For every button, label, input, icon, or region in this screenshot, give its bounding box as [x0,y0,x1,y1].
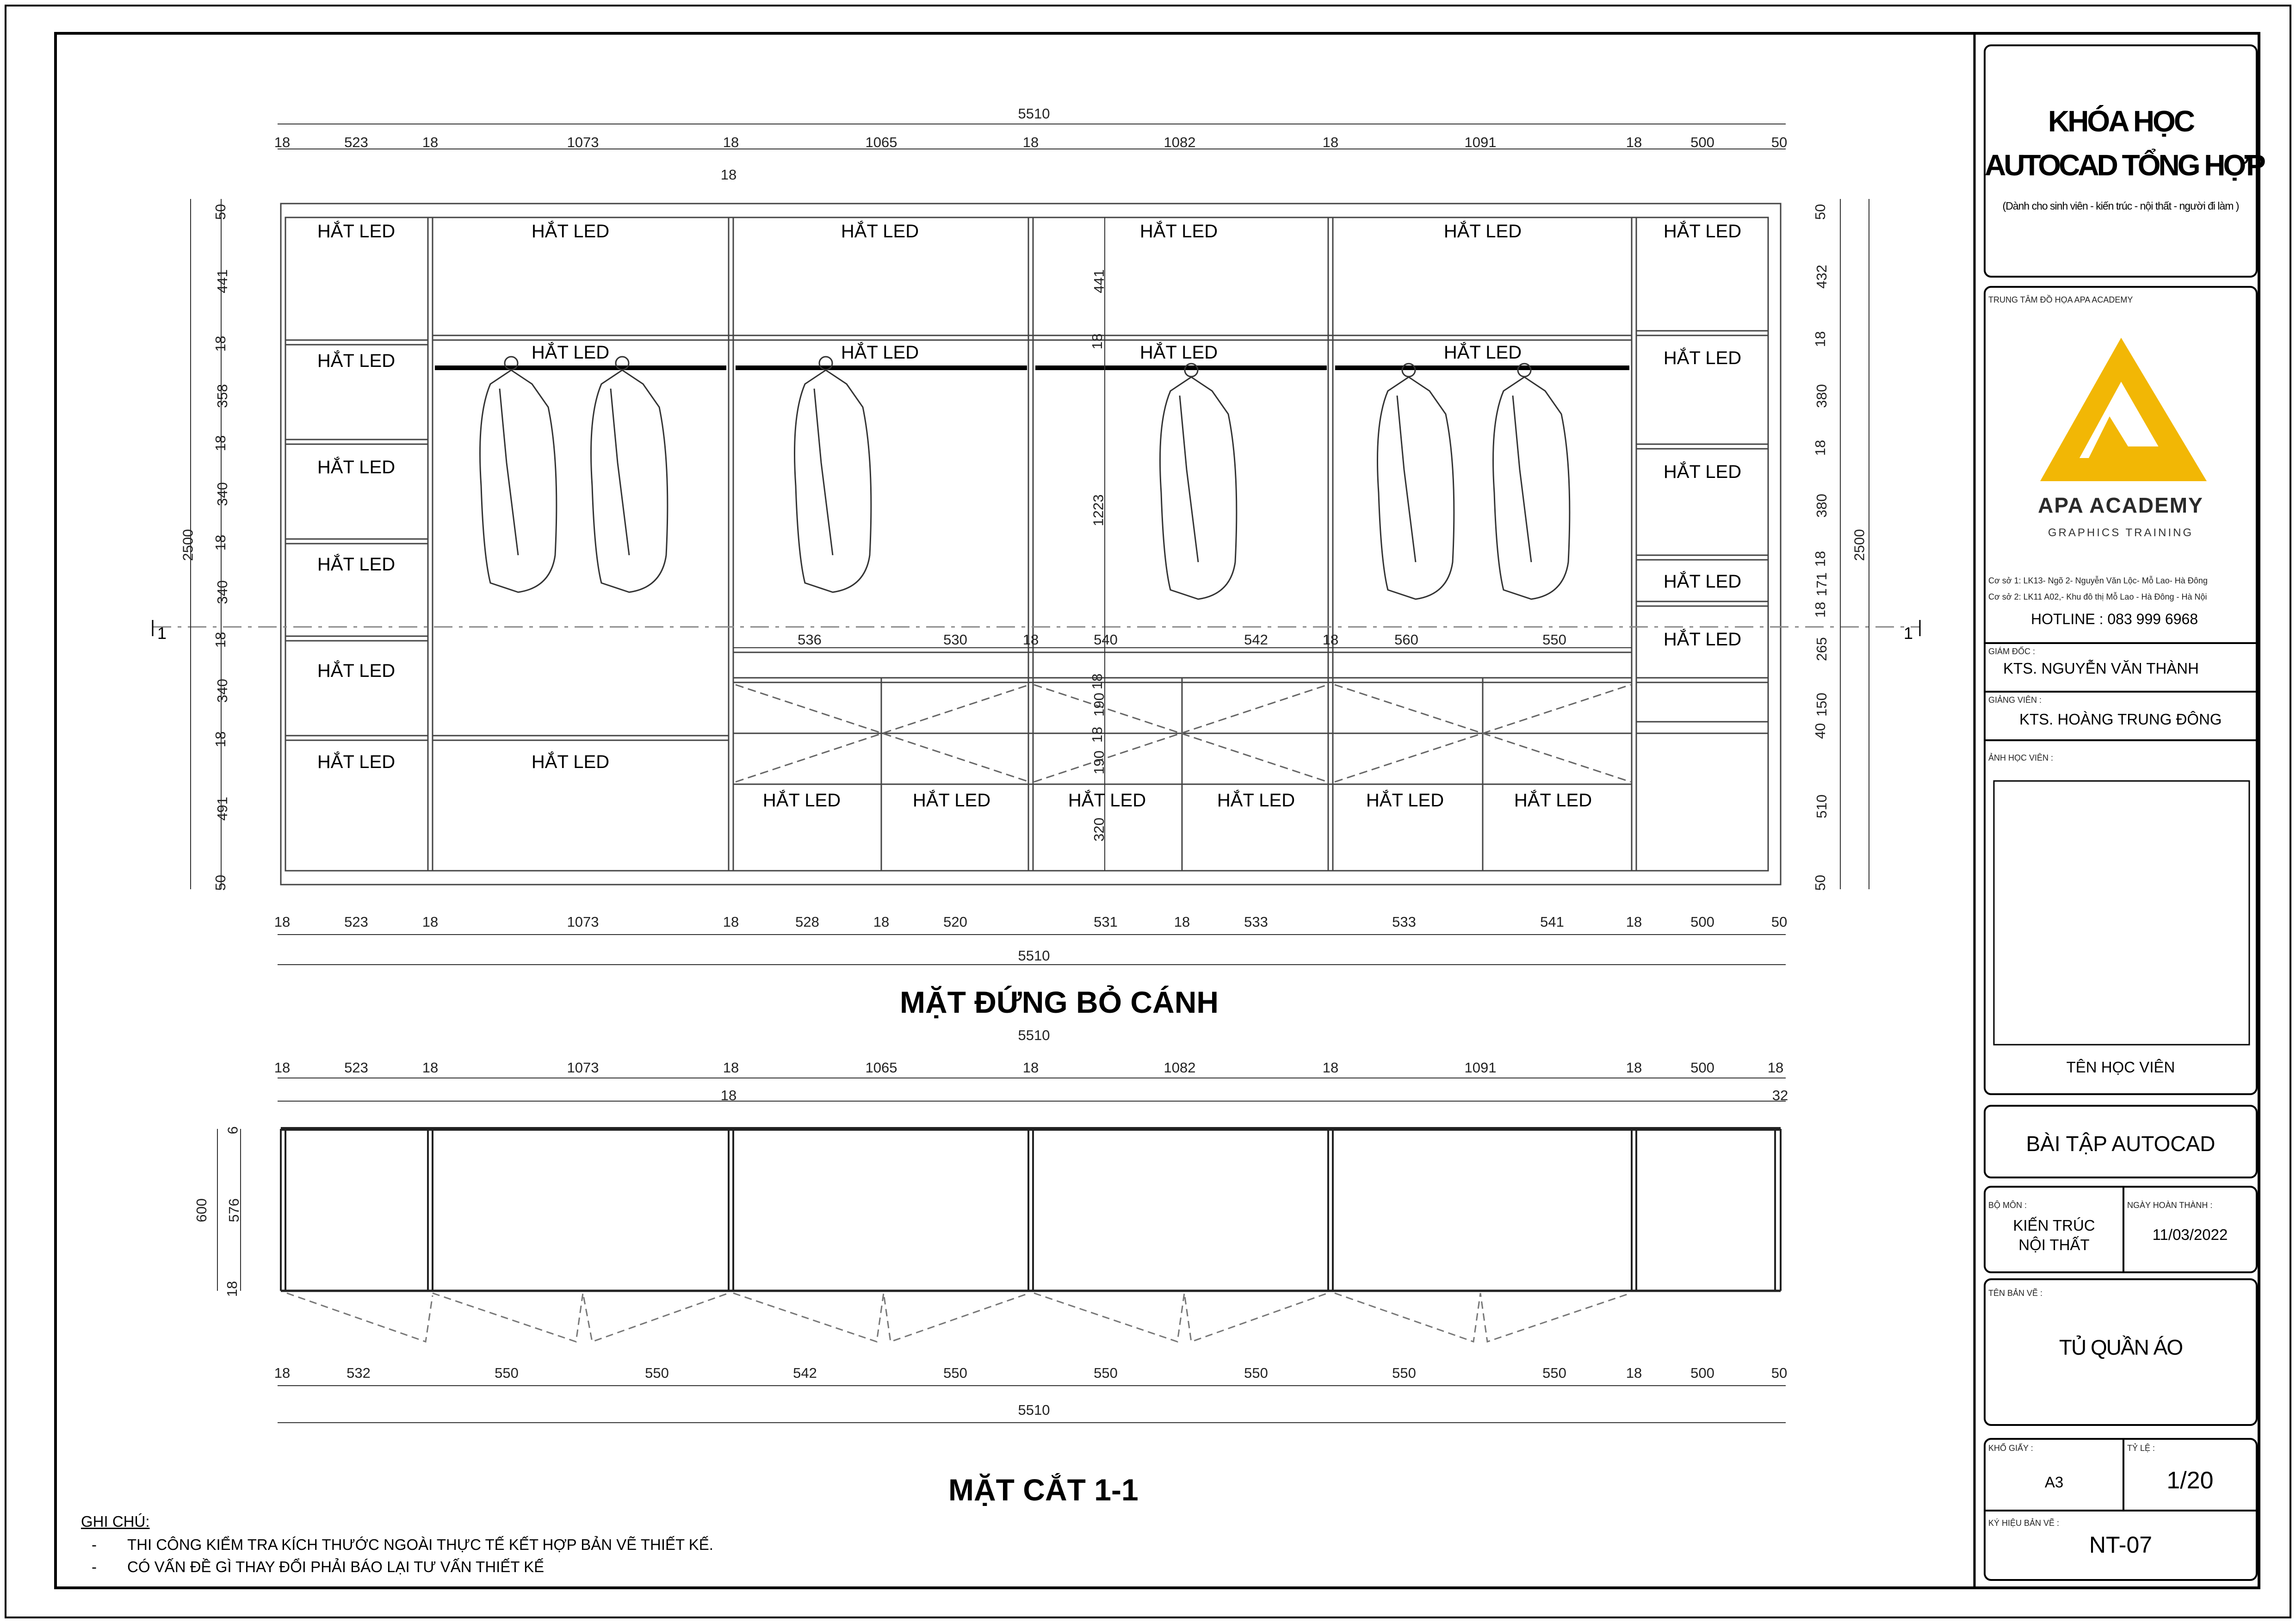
dim-value: 523 [344,1059,368,1076]
drawing-name: TỦ QUẦN ÁO [2059,1335,2183,1359]
dim-value: 528 [795,914,819,930]
dim-value: 1073 [567,134,599,150]
dim-value: 50 [1771,134,1788,150]
dim-value: 550 [495,1365,519,1381]
logo-text: APA ACADEMY [2038,493,2203,517]
led-label: HẮT LED [1514,790,1592,811]
dim-value: 18 [1626,1059,1642,1076]
total-height-dim: 2500 [179,529,196,561]
scale-label: TỶ LỆ : [2127,1443,2155,1453]
paper-label: KHỔ GIẤY : [1988,1443,2033,1453]
jacket-icons [480,357,1570,599]
dim-value: 560 [1394,632,1418,648]
section-total-width: 5510 [1018,1027,1050,1043]
dim-value: 1082 [1163,134,1196,150]
dim-value: 533 [1244,914,1268,930]
dim-value: 50 [212,204,229,220]
address-1: Cơ sở 1: LK13- Ngõ 2- Nguyễn Văn Lộc- Mỗ Lao- Hà Đông [1988,576,2208,585]
note-bullet: - [92,1558,97,1575]
dim-value: 18 [274,1365,291,1381]
right-shelves [1636,331,1768,733]
note-item: CÓ VẤN ĐỀ GÌ THAY ĐỔI PHẢI BÁO LẠI TƯ VẤN THIẾT KẾ [127,1558,545,1575]
dim-value: 18 [1626,134,1642,150]
dim-value: 550 [1542,632,1566,648]
elevation-dimension-lines [191,124,1869,965]
teacher-name: KTS. HOÀNG TRUNG ĐÔNG [2019,711,2222,728]
dim-value: 18 [1626,1365,1642,1381]
dim-value: 1082 [1163,1059,1196,1076]
dim-value: 380 [1813,384,1830,408]
dim-value: 50 [1771,914,1788,930]
dim-value: 550 [1244,1365,1268,1381]
led-label: HẮT LED [841,221,919,242]
total-height-dim: 2500 [1851,529,1868,561]
dim-value: 18 [212,335,229,352]
dim-value: 1223 [1090,494,1107,527]
led-label: HẮT LED [1663,221,1742,242]
dim-value: 1091 [1464,134,1497,150]
dim-value: 50 [1812,204,1829,220]
led-label: HẮT LED [912,790,991,811]
dim-value: 18 [274,914,291,930]
dim-value: 18 [212,534,229,551]
jacket-5 [1378,364,1454,599]
apa-logo-icon [2040,338,2207,481]
dim-value: 1091 [1464,1059,1497,1076]
dim-value: 1065 [865,1059,897,1076]
code-label: KÝ HIỆU BẢN VẼ : [1988,1518,2060,1528]
dim-value: 536 [798,632,822,648]
dim-value: 18 [720,1087,737,1103]
section-marker-left: 1 [157,624,167,643]
dim-value: 18 [212,435,229,452]
dim-value: 1065 [865,134,897,150]
dim-value: 18 [422,1059,439,1076]
dim-value: 18 [723,134,739,150]
director-name: KTS. NGUYỄN VĂN THÀNH [2003,660,2199,677]
led-label: HẮT LED [317,351,396,371]
dim-value: 541 [1540,914,1564,930]
partitions [428,217,1636,871]
dim-value: 542 [1244,632,1268,648]
dim-value: 550 [645,1365,669,1381]
dim-value: 18 [1089,673,1106,690]
teacher-label: GIẢNG VIÊN : [1988,695,2042,705]
dim-value: 50 [1771,1365,1788,1381]
led-label: HẮT LED [1217,790,1295,811]
dim-value: 18 [274,134,291,150]
led-label: HẮT LED [317,457,396,477]
dim-value: 18 [212,731,229,748]
door-swings [287,1293,1631,1342]
dim-value: 550 [1542,1365,1566,1381]
dim-value: 18 [1089,333,1106,350]
dept-line-2: NỘI THẤT [2018,1236,2090,1253]
dim-value: 18 [1812,601,1829,618]
section-drawing [281,1129,1781,1291]
dim-value: 32 [1772,1087,1789,1103]
dim-value: 150 [1813,693,1830,717]
led-label: HẮT LED [317,221,396,242]
led-label: HẮT LED [1443,221,1522,242]
jacket-3 [795,357,871,592]
dim-value: 18 [1322,134,1339,150]
dim-value: 18 [1812,551,1829,567]
dim-value: 18 [1174,914,1190,930]
dim-value: 18 [212,632,229,648]
led-label: HẮT LED [531,342,610,363]
dim-value: 380 [1813,494,1830,518]
dim-value: 441 [214,269,230,293]
dim-value: 6 [224,1126,241,1134]
led-label: HẮT LED [1663,462,1742,482]
dim-value: 340 [214,679,230,703]
jacket-1 [480,357,557,592]
led-label: HẮT LED [762,790,841,811]
dim-value: 18 [1089,726,1106,743]
dim-value: 18 [720,167,737,183]
dim-value: 190 [1090,750,1107,774]
dim-value: 50 [1812,874,1829,891]
dim-value: 441 [1090,269,1107,293]
dim-value: 600 [193,1198,210,1222]
led-label: HẮT LED [841,342,919,363]
dim-value: 40 [1812,723,1829,739]
photo-label: ẢNH HỌC VIÊN : [1988,753,2054,762]
dim-value: 1073 [567,914,599,930]
jacket-4 [1160,364,1237,599]
led-label: HẮT LED [1068,790,1146,811]
dim-value: 523 [344,914,368,930]
led-label: HẮT LED [531,752,610,772]
dim-value: 540 [1094,632,1118,648]
dim-value: 50 [212,874,229,891]
section-marker-right: 1 [1904,624,1913,643]
dim-value: 18 [1812,331,1829,347]
led-label: HẮT LED [1443,342,1522,363]
wardrobe-frame [281,204,1781,885]
wardrobe-inner [285,217,1768,871]
section-title: MẶT CẮT 1-1 [948,1473,1139,1507]
led-label: HẮT LED [1139,221,1218,242]
dim-value: 18 [1022,632,1039,648]
exercise-title: BÀI TẬP AUTOCAD [2026,1132,2216,1156]
total-width-dim: 5510 [1018,948,1050,964]
led-label: HẮT LED [1663,348,1742,368]
dim-value: 340 [214,580,230,604]
dim-value: 500 [1690,1365,1714,1381]
dim-value: 18 [1626,914,1642,930]
dim-value: 530 [943,632,967,648]
dim-value: 18 [723,914,739,930]
led-label: HẮT LED [317,554,396,575]
top-shelves [433,335,1632,340]
led-label: HẮT LED [1139,342,1218,363]
dim-value: 18 [1767,1059,1784,1076]
dim-value: 500 [1690,914,1714,930]
dim-value: 190 [1090,693,1107,717]
course-title: KHÓA HỌC [2048,105,2194,138]
scale-value: 1/20 [2166,1467,2214,1494]
dim-value: 542 [793,1365,817,1381]
dim-value: 550 [1094,1365,1118,1381]
dim-value: 18 [1322,1059,1339,1076]
drawing-code: NT-07 [2089,1532,2153,1558]
director-label: GIÁM ĐỐC : [1988,647,2036,656]
dept-line-1: KIẾN TRÚC [2013,1217,2095,1234]
dim-value: 358 [214,384,230,408]
elevation-drawing [281,204,1781,885]
dim-value: 576 [225,1198,242,1222]
dim-value: 510 [1813,794,1830,818]
dim-value: 18 [1022,1059,1039,1076]
dim-value: 18 [422,134,439,150]
logo-subtitle: GRAPHICS TRAINING [2048,527,2194,539]
dim-value: 1073 [567,1059,599,1076]
jacket-2 [591,357,668,592]
dim-value: 432 [1813,265,1830,289]
dim-value: 550 [943,1365,967,1381]
led-label: HẮT LED [1663,629,1742,650]
led-label: HẮT LED [317,752,396,772]
total-width-dim: 5510 [1018,105,1050,122]
section-total-width: 5510 [1018,1402,1050,1418]
dim-value: 18 [224,1281,241,1297]
dim-value: 500 [1690,1059,1714,1076]
drawing-name-label: TÊN BẢN VẼ : [1988,1288,2043,1298]
date-label: NGÀY HOÀN THÀNH : [2127,1201,2213,1210]
note-bullet: - [92,1536,97,1553]
dim-value: 265 [1813,637,1830,661]
hotline: HOTLINE : 083 999 6968 [2031,611,2198,627]
center-name: TRUNG TÂM ĐỒ HỌA APA ACADEMY [1988,295,2133,304]
led-label: HẮT LED [1663,571,1742,592]
dim-value: 533 [1392,914,1416,930]
dim-value: 18 [1322,632,1339,648]
dim-value: 18 [1022,134,1039,150]
completion-date: 11/03/2022 [2152,1226,2228,1243]
led-label: HẮT LED [531,221,610,242]
notes-heading: GHI CHÚ: [81,1513,150,1530]
jacket-6 [1493,364,1570,599]
dim-value: 320 [1090,818,1107,842]
dim-value: 18 [1812,440,1829,456]
student-name-label: TÊN HỌC VIÊN [2066,1059,2175,1076]
dim-value: 520 [943,914,967,930]
dim-value: 523 [344,134,368,150]
dim-value: 18 [422,914,439,930]
dim-value: 532 [347,1365,371,1381]
dim-value: 500 [1690,134,1714,150]
paper-size: A3 [2044,1474,2064,1491]
dim-value: 18 [723,1059,739,1076]
dim-value: 550 [1392,1365,1416,1381]
address-2: Cơ sở 2: LK11 A02,- Khu đô thị Mỗ Lao - Hà Đông - Hà Nội [1988,592,2207,601]
dept-label: BỘ MÔN : [1988,1201,2027,1210]
note-item: THI CÔNG KIỂM TRA KÍCH THƯỚC NGOÀI THỰC TẾ KẾT HỢP BẢN VẼ THIẾT KẾ. [127,1536,713,1553]
dim-value: 18 [873,914,890,930]
dim-value: 491 [214,797,230,821]
led-label: HẮT LED [1366,790,1444,811]
course-subtitle: (Dành cho sinh viên - kiến trúc - nội thất - người đi làm ) [2002,200,2239,212]
course-title: AUTOCAD TỔNG HỢP [1985,149,2264,182]
dim-value: 531 [1094,914,1118,930]
dim-value: 18 [274,1059,291,1076]
elevation-title: MẶT ĐỨNG BỎ CÁNH [900,985,1219,1019]
dim-value: 171 [1813,572,1830,596]
dim-value: 340 [214,482,230,506]
led-label: HẮT LED [317,661,396,681]
